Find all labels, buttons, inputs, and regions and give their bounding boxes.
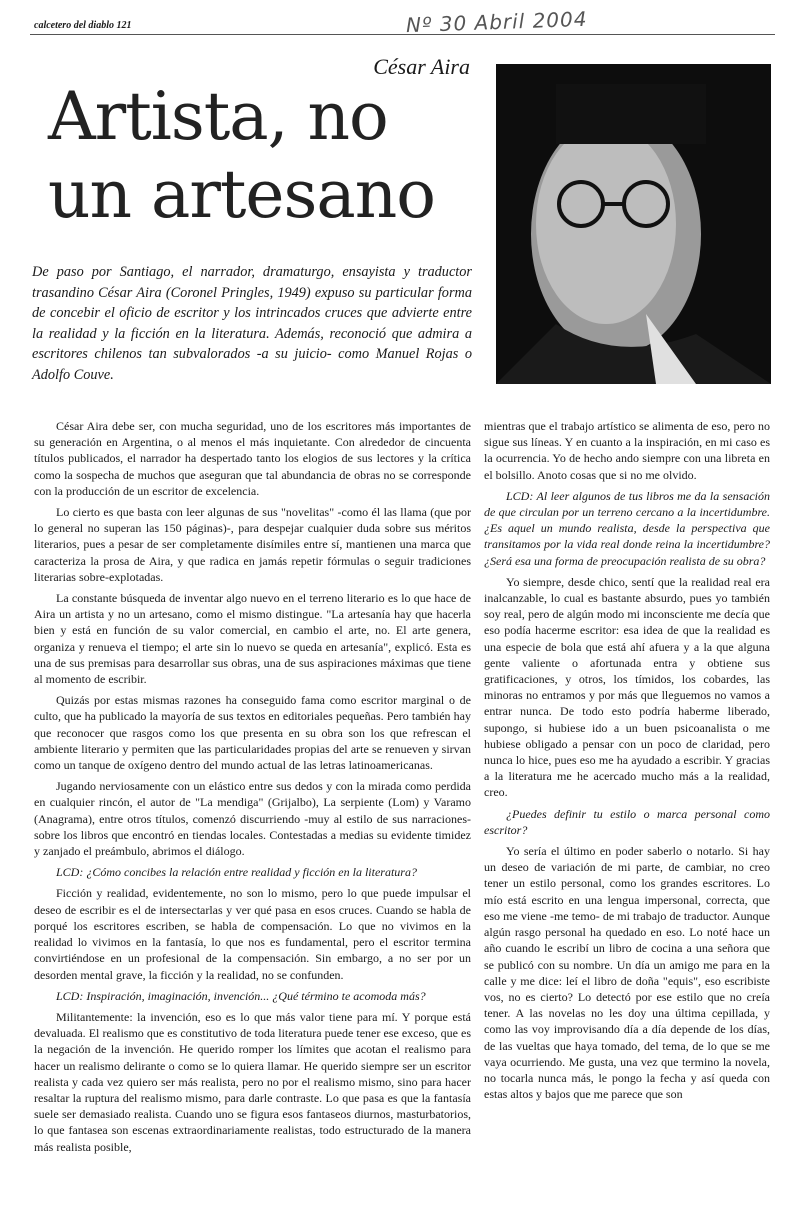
author-photo: [496, 64, 771, 384]
article-lede: De paso por Santiago, el narrador, dramaturgo, ensayista y traductor trasandino César Aira (Coronel Pringles, 1949) expuso su particular forma de concebir el oficio de escritor y los intrincados cruces que advierte entre la realidad y la ficción en la literatura. Además, reconoció que admira a escritores chilenos tan subvalorados -a su juicio- como Manuel Rojas o Adolfo Couve.: [32, 264, 472, 383]
handwritten-note: Nº 30 Abril 2004: [405, 6, 588, 38]
paragraph: mientras que el trabajo artístico se alimenta de eso, pero no sigue sus líneas. Y en cuanto a la inspiración, en mi caso es la ocurrencia. Yo de hecho ando siempre con una libreta en el bolsillo. Anoto cosas que si no me olvido.: [484, 419, 770, 482]
interview-question: LCD: ¿Cómo concibes la relación entre realidad y ficción en la literatura?: [56, 865, 417, 880]
paragraph: Lo cierto es que basta con leer algunas de sus "novelitas" -como él las llama (que por lo general no superan las 150 páginas)-, para despejar cualquier duda sobre sus méritos literarios, pues a pesar de ser completamente disímiles entre sí, mantienen una marca que caracteriza la prosa de Aira, y que radica en jamás repetir fórmulas o seguir tradiciones literarias sobre-explotadas.: [34, 505, 471, 584]
paragraph: Quizás por estas mismas razones ha conseguido fama como escritor marginal o de culto, que ha publicado la mayoría de sus textos en editoriales pequeñas. Pero también hay que reconocer que rasgos como los que presenta en su obra son los que refrescan el ambiente literario y permiten que las particularidades propias del arte se renueven y sirvan como un tanque de oxígeno dentro del mundo actual de las letras latinoamericanas.: [34, 693, 471, 773]
paragraph: Militantemente: la invención, eso es lo que más valor tiene para mí. Y porque está devaluada. El realismo que es constitutivo de toda literatura puede tener ese exceso, que es la negación de la invención. He querido romper los límites que acotan el realismo para hacer un realismo delirante o como se lo quiera llamar. He querido siempre ser un escritor realista y cada vez quiero ser más realista, pero no por el realismo mismo, sino para hacer resaltar la ruptura del realismo mismo, para darle contraste. Lo que pasa es que la fantasía suele ser demasiado realista. Cuando uno se figura esos fantaseos diurnos, masturbatorios, lo que fantasea son escenas extraordinariamente realistas, todo estructurado de la manera más realista posible,: [34, 1009, 471, 1154]
article-title: [48, 78, 473, 234]
top-rule: [30, 34, 775, 35]
interview-question: LCD: Al leer algunos de tus libros me da la sensación de que circulan por un terreno cercano a la incertidumbre. ¿Es aquel un mundo realista, desde la perspectiva que transitamos por la vida real donde reina la incertidumbre? ¿Será esa una forma de preocupación realista de su obra?: [484, 488, 770, 568]
paragraph: Yo sería el último en poder saberlo o notarlo. Si hay un deseo de variación de mi parte, de cambiar, no creo tener un estilo personal, como los grandes escritores. Lo mío está escrito en una lengua impersonal, correcta, que eso me viene -me temo- de mi trabajo de traductor. Aunque algún rasgo personal ha quedado en eso. Lo noté hace un año cuando le escribí un libro de cocina a una señora que se publicó con su nombre. Un día un amigo me para en la calle y me dice: leí el libro de doña "equis", eso escribiste vos, no es cierto? Lo detectó por ese estilo que no creía tener. A las novelas no les doy una última cepillada, y como las voy improvisando día a día depende de los días, de las vueltas que haya tomado, del tema, de lo que se me vaya ocurriendo. Me gusta, una vez que termino la novela, no tocarla nunca más, le pongo la fecha y así queda con estas altos y bajos que me parece que son: [484, 844, 770, 1102]
left-column: [34, 418, 471, 1160]
author-name: César Aira: [373, 54, 470, 79]
paragraph: Jugando nerviosamente con un elástico entre sus dedos y con la mirada como perdida en cualquier rincón, el autor de "La mendiga" (Grijalbo), La serpiente (Lom) y Varamo (Anagrama), entre otros títulos, comenzó discurriendo -muy al estilo de sus narraciones- sobre los libros que encontró en tiendas locales. Contestadas a medias su evidente timidez y zanjado el preámbulo, abrimos el diálogo.: [34, 779, 471, 859]
paragraph: Yo siempre, desde chico, sentí que la realidad real era inalcanzable, lo cual es bastante absurdo, pues yo también soy real, pero de algún modo mi inconsciente me decía que eso podía hacerme escritor: esa idea de que la realidad es una especie de bola que está ahí afuera y a la que alguna gente valiente o afortunada entra y obtiene sus gratificaciones, y otros, los tímidos, los cobardes, las minoras no entramos y por más que lleguemos no vamos a entrar nunca. De todo esto podría haberme liberado, supongo, si hubiese ido a un buen psicoanalista o me hubiese obligado a pensar con un poco de claridad, pero nunca lo hice, pues eso me ha ayudado a escribir. Y gracias a la literatura me he acercado mucho más a la realidad, creo.: [484, 574, 770, 800]
paragraph: La constante búsqueda de inventar algo nuevo en el terreno literario es lo que hace de Aira un artista y no un artesano, como el mismo distingue. "La artesanía hay que hacerla bien y está en función de su valor comercial, en cambio el arte, no. El arte genera, organiza y renueva el tiempo; el arte sin lo nuevo se queda en artesanía", explicó. Esta es una de sus premisas para desarrollar sus obras, una de sus aspiraciones máximas que tiene al momento de escribir.: [34, 591, 471, 687]
header-section-label: calcetero del diablo 121: [34, 20, 132, 31]
portrait-image: [496, 64, 771, 384]
interview-question: ¿Puedes definir tu estilo o marca personal como escritor?: [484, 806, 770, 837]
paragraph: Ficción y realidad, evidentemente, no son lo mismo, pero lo que puede impulsar el deseo de escribir es el de intersectarlas y ver qué pasa en esos cruces. Cuando se habla de porqué los escritores escriben, se habla de compensación. Lo que no vivimos en la realidad lo vivimos en la fantasía, lo que nos es fundamental, pero el escritor termina convirtiéndose en un profesional de la compensación. Sin embargo, a no ser por un desorden mental grave, la ficción y la realidad, no se confunden.: [34, 886, 471, 982]
title-line-2: un artesano: [48, 156, 435, 233]
interview-question: LCD: Inspiración, imaginación, invención... ¿Qué término te acomoda más?: [56, 988, 426, 1003]
paragraph: César Aira debe ser, con mucha seguridad, uno de los escritores más importantes de su generación en Argentina, o al menos el más inquietante. Con alrededor de cincuenta títulos publicados, el narrador ha despertado tanto los elogios de sus lectores y la crítica como la sospecha de muchos que aseguran que tal abundancia de obras no se corresponde con la producción de un escritor de excelencia.: [34, 419, 471, 498]
right-column: [484, 418, 770, 1107]
title-line-1: Artista, no: [48, 78, 388, 155]
